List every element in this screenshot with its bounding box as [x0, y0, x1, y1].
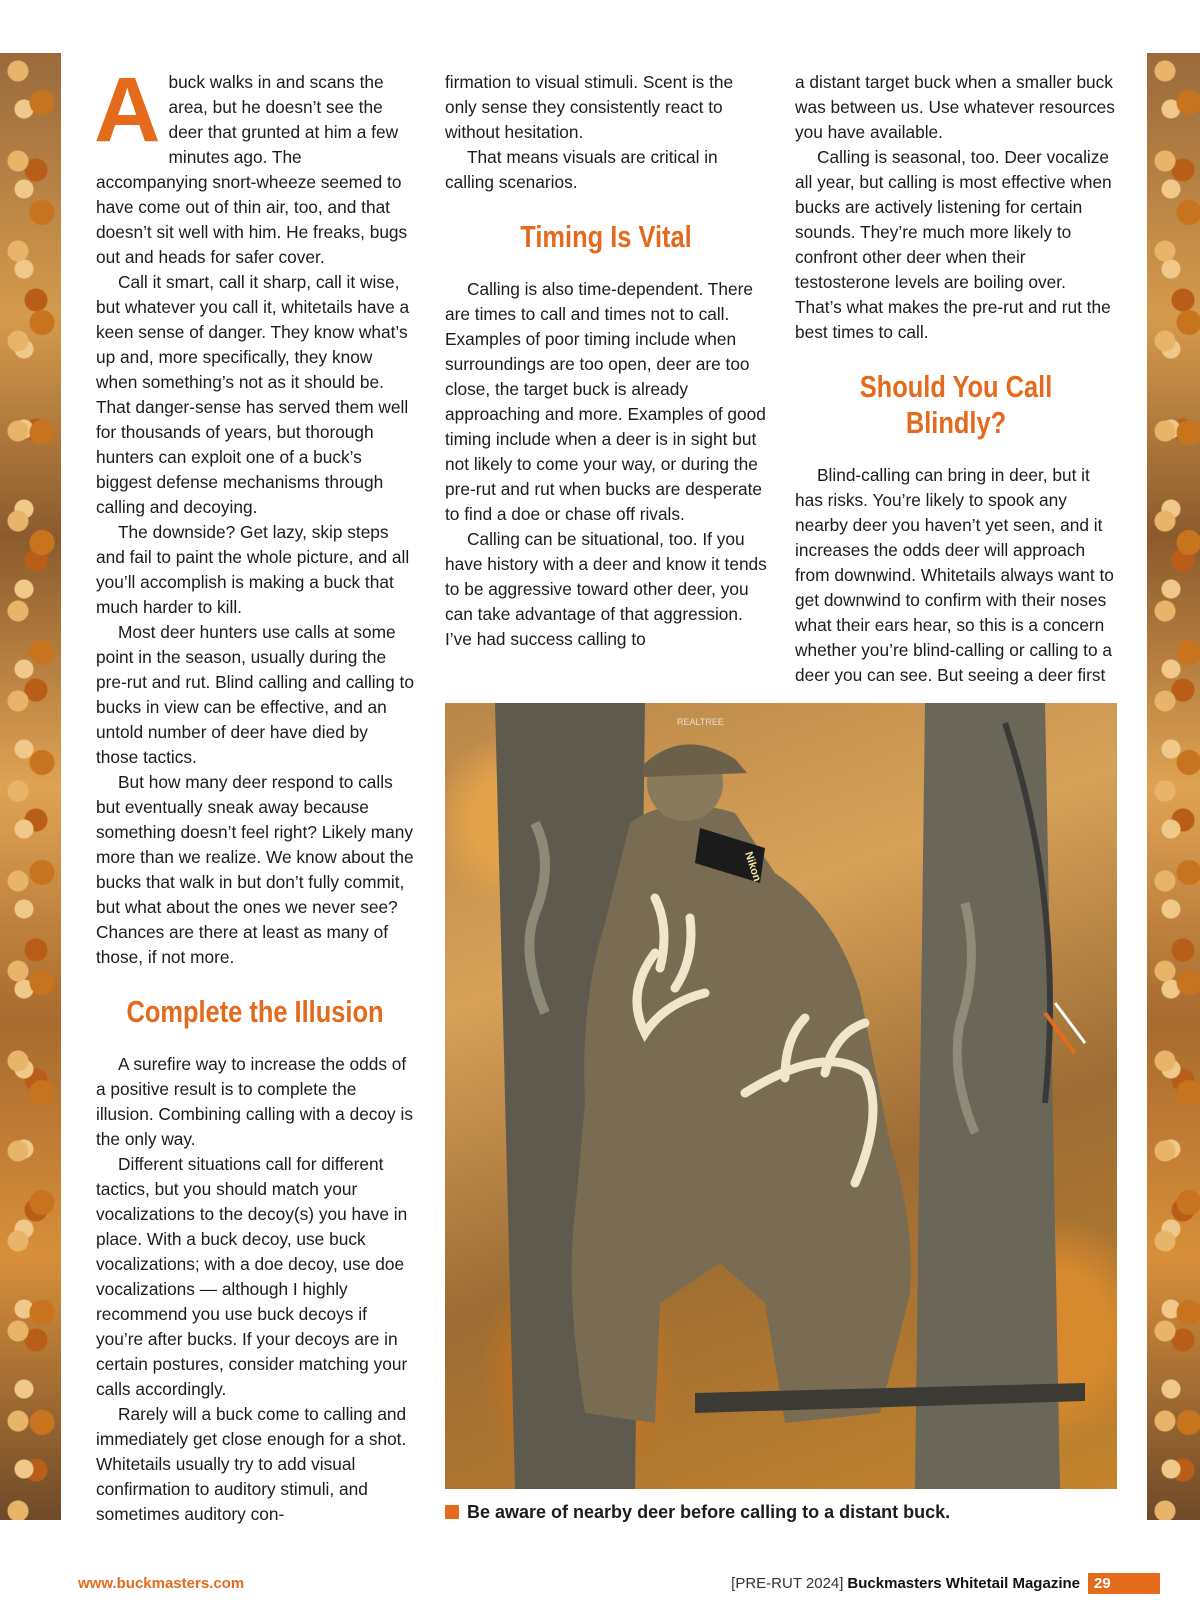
paragraph: Call it smart, call it sharp, call it wise, but whatever you call it, whitetails have a keen sense of danger. They know what’s up and, more specifically, they know when something’s not as it should be. That danger-sense has served them well for thousands of years, but thorough hunters can exploit one of a buck’s biggest defense mechanisms through calling and decoying. [96, 272, 410, 517]
article-column-2 [445, 70, 767, 652]
paragraph: Different situations call for different tactics, but you should match your vocalizations to the decoy(s) you have in place. With a buck decoy, use buck vocalizations; with a doe decoy, use doe vocalizations — although I highly recommend you use buck decoys if you’re after bucks. If your decoys are in certain postures, consider matching your calls accordingly. [96, 1154, 408, 1399]
paragraph: firmation to visual stimuli. Scent is the only sense they consistently react to without hesitation. [445, 72, 734, 142]
paragraph: The downside? Get lazy, skip steps and fail to paint the whole picture, and all you’ll accomplish is making a buck that much harder to kill. [96, 522, 410, 617]
section-heading: Should You Call Blindly? [859, 369, 1053, 440]
paragraph: A surefire way to increase the odds of a positive result is to complete the illusion. Combining calling with a decoy is the only way. [96, 1054, 413, 1149]
caption-text: Be aware of nearby deer before calling to a distant buck. [467, 1502, 951, 1522]
section-heading: Timing Is Vital [520, 219, 692, 254]
paragraph: But how many deer respond to calls but eventually sneak away because something doesn’t feel right? Likely many more than we realize. We know about the bucks that walk in but don’t fully commit, but what about the ones we never see? Chances are there at least as many of those, if not more. [96, 772, 414, 967]
paragraph: Most deer hunters use calls at some point in the season, usually during the pre-rut and rut. Blind calling and calling to bucks in view can be effective, and an untold number of deer have died by those tactics. [96, 622, 414, 767]
magazine-title: Buckmasters Whitetail Magazine [847, 1574, 1080, 1592]
hunter-cap [643, 744, 747, 777]
drop-cap: A [94, 59, 161, 161]
article-column-3 [795, 70, 1117, 688]
photo-illustration [445, 703, 1117, 1489]
footer-url[interactable]: www.buckmasters.com [78, 1575, 245, 1592]
camera-strap-text: Nikon [742, 850, 764, 883]
hunter-treestand-photo [445, 703, 1117, 1489]
paragraph: Calling can be situational, too. If you have history with a deer and know it tends to be aggressive toward other deer, you can take advantage of that aggression. I’ve had success calling to [445, 529, 767, 649]
issue-label: [PRE-RUT 2024] [731, 1574, 844, 1592]
hat-logo-text: REALTREE [677, 717, 724, 727]
autumn-border-right [1147, 53, 1200, 1520]
article-column-1 [94, 59, 414, 1527]
paragraph: Blind-calling can bring in deer, but it has risks. You’re likely to spook any nearby deer you haven’t yet seen, and it increases the odds deer will approach from downwind. Whitetails always want to get downwind to confirm with their noses what their ears hear, so this is a concern whether you’re blind-calling or calling to a deer you can see. But seeing a deer first [795, 465, 1114, 685]
page-number: 29 [1088, 1573, 1160, 1594]
photo-caption [445, 1500, 1117, 1524]
paragraph: Calling is seasonal, too. Deer vocalize all year, but calling is most effective when bucks are actively listening for certain sounds. They’re much more likely to confront other deer when their testosterone levels are boiling over. That’s what makes the pre-rut and rut the best times to call. [795, 147, 1112, 342]
footer-folio [731, 1570, 1160, 1596]
paragraph-text: buck walks in and scans the area, but he doesn’t see the deer that grunted at him a few minutes ago. The accompanying snort-wheeze seemed to have come out of thin air, too, and that doesn’t sit well with him. He freaks, bugs out and heads for safer cover. [96, 72, 408, 267]
hunter-camo [572, 805, 911, 1423]
paragraph: a distant target buck when a smaller buck was between us. Use whatever resources you have available. [795, 72, 1115, 142]
tree-trunk-right [915, 703, 1060, 1489]
paragraph: Calling is also time-dependent. There are times to call and times not to call. Examples of poor timing include when surroundings are too open, deer are too close, the target buck is already approaching and more. Examples of good timing include when a deer is in sight but not likely to come your way, or during the pre-rut and rut when bucks are desperate to find a doe or chase off rivals. [445, 279, 766, 524]
caption-bullet [445, 1505, 459, 1519]
paragraph: Rarely will a buck come to calling and immediately get close enough for a shot. Whitetails usually try to add visual confirmation to auditory stimuli, and sometimes auditory con- [96, 1404, 407, 1524]
section-heading: Complete the Illusion [126, 994, 384, 1029]
autumn-border-left [0, 53, 61, 1520]
lead-paragraph [94, 59, 414, 270]
paragraph: That means visuals are critical in calling scenarios. [445, 147, 718, 192]
